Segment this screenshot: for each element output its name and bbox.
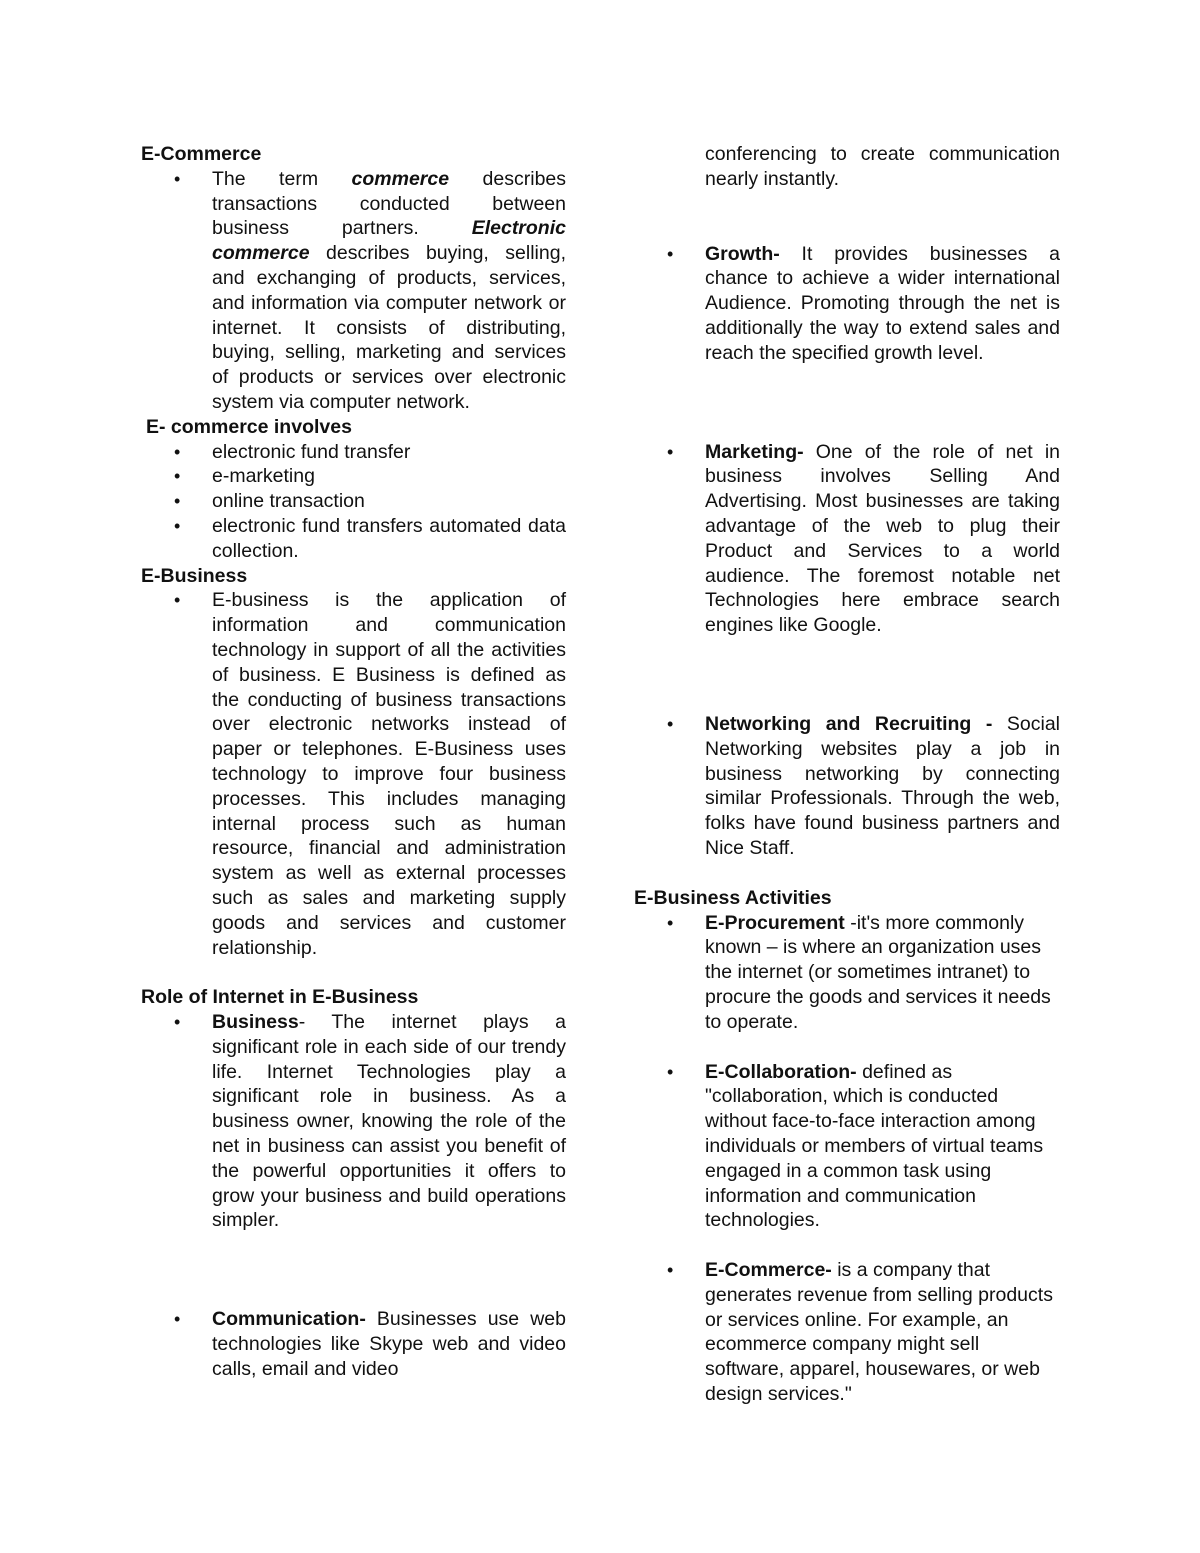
business-item: • Business- The internet plays a significant role in each side of our trendy life. Internet Technologies play a significant role in business. As a business owner, knowing the role of the net in business can assist you benefit of the powerful opportunities it offers to grow your business and build operations simpler. — [141, 1010, 566, 1233]
e-collaboration-item: • E-Collaboration- defined as "collaboration, which is conducted without face-to-face interaction among individuals or members of virtual teams engaged in a common task using information and communication technologies. — [634, 1060, 1060, 1234]
list-item: • electronic fund transfers automated data collection. — [141, 514, 566, 564]
right-column — [634, 142, 1060, 1407]
communication-item: • Communication- Businesses use web technologies like Skype web and video calls, email and video — [141, 1307, 566, 1381]
ecommerce-definition-item: • The term commerce describes transactions conducted between business partners. Electronic commerce describes buying, selling, and exchanging of products, services, and information via computer network or internet. It consists of distributing, buying, selling, marketing and services of products or services over electronic system via computer network. — [141, 167, 566, 415]
ebusiness-heading: E-Business — [141, 564, 248, 587]
left-column — [141, 142, 566, 1382]
role-list-right — [634, 242, 1060, 861]
role-of-internet-heading: Role of Internet in E-Business — [141, 986, 419, 1009]
list-item: • online transaction — [141, 489, 566, 514]
growth-item: • Growth- It provides businesses a chance to achieve a wider international Audience. Promoting through the net is additionally the way to extend sales and reach the specified growth level. — [634, 242, 1060, 366]
e-commerce-item: • E-Commerce- is a company that generates revenue from selling products or services online. For example, an ecommerce company might sell software, apparel, housewares, or web design services." — [634, 1258, 1060, 1407]
ebusiness-definition-item: • E-business is the application of information and communication technology in support of all the activities of business. E Business is defined as the conducting of business transactions over electronic networks instead of paper or telephones. E-Business uses technology to improve four business processes. This includes managing internal process such as human resource, financial and administration system as well as external processes such as sales and marketing supply goods and services and customer relationship. — [141, 588, 566, 960]
ebusiness-activities-list — [634, 911, 1060, 1407]
ecommerce-involves-list — [141, 440, 566, 564]
ecommerce-heading: E-Commerce — [141, 143, 262, 165]
ebusiness-list — [141, 588, 566, 960]
ebusiness-activities-heading: E-Business Activities — [634, 886, 832, 909]
e-procurement-item: • E-Procurement -it's more commonly known – is where an organization uses the internet (or sometimes intranet) to procure the goods and services it needs to operate. — [634, 911, 1060, 1035]
list-item: • electronic fund transfer — [141, 440, 566, 465]
ecommerce-list — [141, 167, 566, 415]
role-list-left — [141, 1010, 566, 1382]
communication-item-continued: conferencing to create communication nearly instantly. — [705, 143, 1060, 190]
marketing-item: • Marketing- One of the role of net in business involves Selling And Advertising. Most businesses are taking advantage of the web to plug their Product and Services to a world audience. The foremost notable net Technologies here embrace search engines like Google. — [634, 440, 1060, 638]
ecommerce-involves-heading: E- commerce involves — [146, 415, 352, 438]
networking-item: • Networking and Recruiting - Social Networking websites play a job in business networking by connecting similar Professionals. Through the web, folks have found business partners and Nice Staff. — [634, 712, 1060, 861]
list-item: • e-marketing — [141, 464, 566, 489]
